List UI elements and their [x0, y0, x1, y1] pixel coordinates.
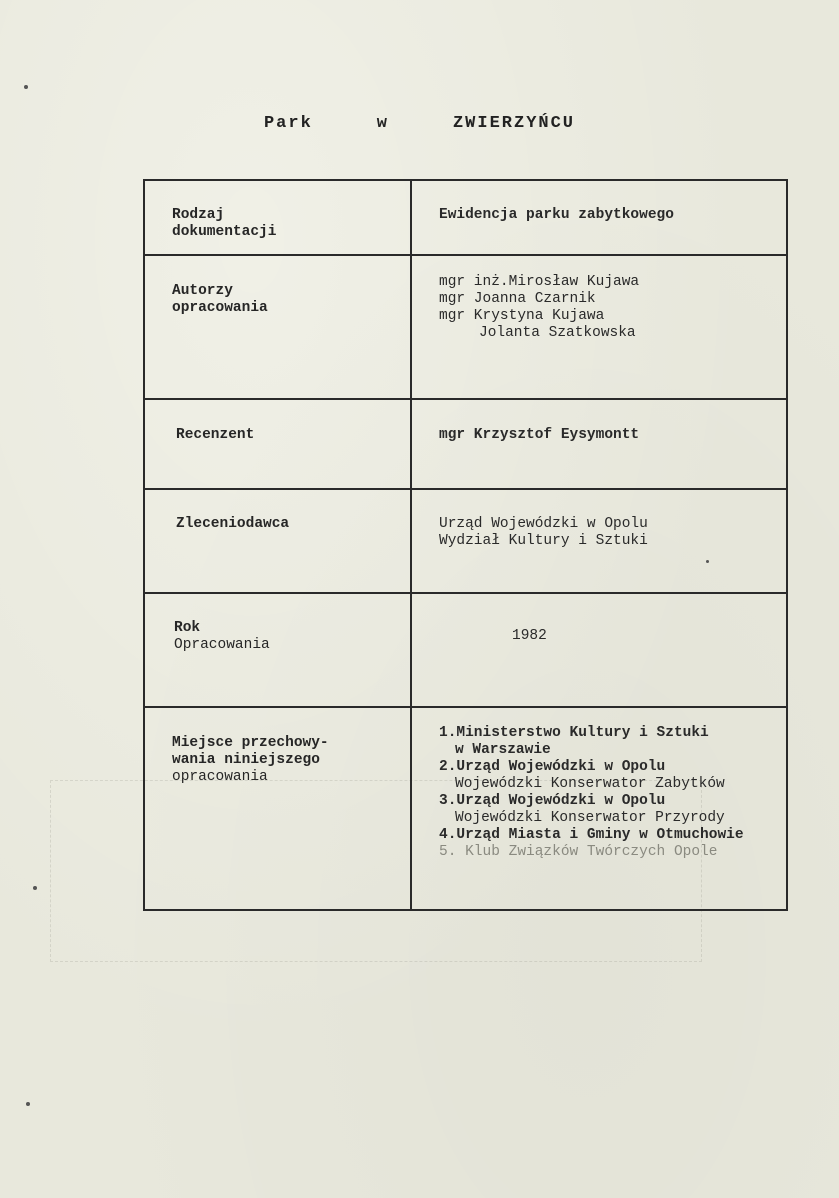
value-line: 1982 — [512, 628, 547, 644]
table-row-year — [144, 593, 787, 707]
value-line: 2.Urząd Wojewódzki w Opolu — [439, 759, 666, 775]
row-label — [144, 593, 411, 707]
scan-speck — [24, 85, 28, 89]
row-value — [411, 489, 787, 593]
label-line: Miejsce przechowy- — [172, 735, 329, 751]
label-line: Autorzy — [172, 283, 233, 299]
scan-speck — [33, 886, 37, 890]
row-label — [144, 255, 411, 399]
label-line: Zleceniodawca — [176, 516, 290, 532]
row-label — [144, 399, 411, 489]
scan-speck — [26, 1102, 30, 1106]
scan-speck — [706, 560, 709, 563]
label-line: Recenzent — [176, 427, 255, 443]
row-label — [144, 180, 411, 255]
table-row-reviewer — [144, 399, 787, 489]
title-word-park: Park — [263, 114, 313, 133]
table-row-authors — [144, 255, 787, 399]
row-value — [411, 399, 787, 489]
documentation-table — [143, 179, 788, 911]
row-value — [411, 180, 787, 255]
label-line: dokumentacji — [172, 224, 277, 240]
row-label — [144, 489, 411, 593]
title-word-w: w — [376, 114, 389, 133]
value-line: mgr Krystyna Kujawa — [439, 308, 605, 324]
value-line: 1.Ministerstwo Kultury i Sztuki — [439, 725, 709, 741]
table-row-client — [144, 489, 787, 593]
value-line: Wojewódzki Konserwator Zabytków — [455, 776, 725, 792]
document-title — [0, 114, 839, 133]
value-line: Jolanta Szatkowska — [479, 325, 636, 341]
title-word-zwierzyncu: ZWIERZYŃCU — [452, 114, 576, 133]
label-line: opracowania — [172, 300, 268, 316]
value-line: Urząd Wojewódzki w Opolu — [439, 516, 648, 532]
row-value — [411, 707, 787, 910]
value-line: 3.Urząd Wojewódzki w Opolu — [439, 793, 666, 809]
table-row-documentation-type — [144, 180, 787, 255]
label-line: opracowania — [172, 769, 268, 785]
row-label — [144, 707, 411, 910]
value-line: 4.Urząd Miasta i Gminy w Otmuchowie — [439, 827, 744, 843]
value-line: mgr Krzysztof Eysymontt — [439, 427, 640, 443]
label-line: Rok — [174, 620, 201, 636]
table-row-storage-location — [144, 707, 787, 910]
row-value — [411, 593, 787, 707]
value-line: Wojewódzki Konserwator Przyrody — [455, 810, 725, 826]
row-value — [411, 255, 787, 399]
value-line: Ewidencja parku zabytkowego — [439, 207, 674, 223]
label-line: Rodzaj — [172, 207, 225, 223]
value-line: Wydział Kultury i Sztuki — [439, 533, 648, 549]
value-line: 5. Klub Związków Twórczych Opole — [439, 844, 718, 860]
value-line: mgr Joanna Czarnik — [439, 291, 596, 307]
value-line: mgr inż.Mirosław Kujawa — [439, 274, 640, 290]
label-line: Opracowania — [174, 637, 270, 653]
label-line: wania niniejszego — [172, 752, 320, 768]
value-line: w Warszawie — [455, 742, 551, 758]
